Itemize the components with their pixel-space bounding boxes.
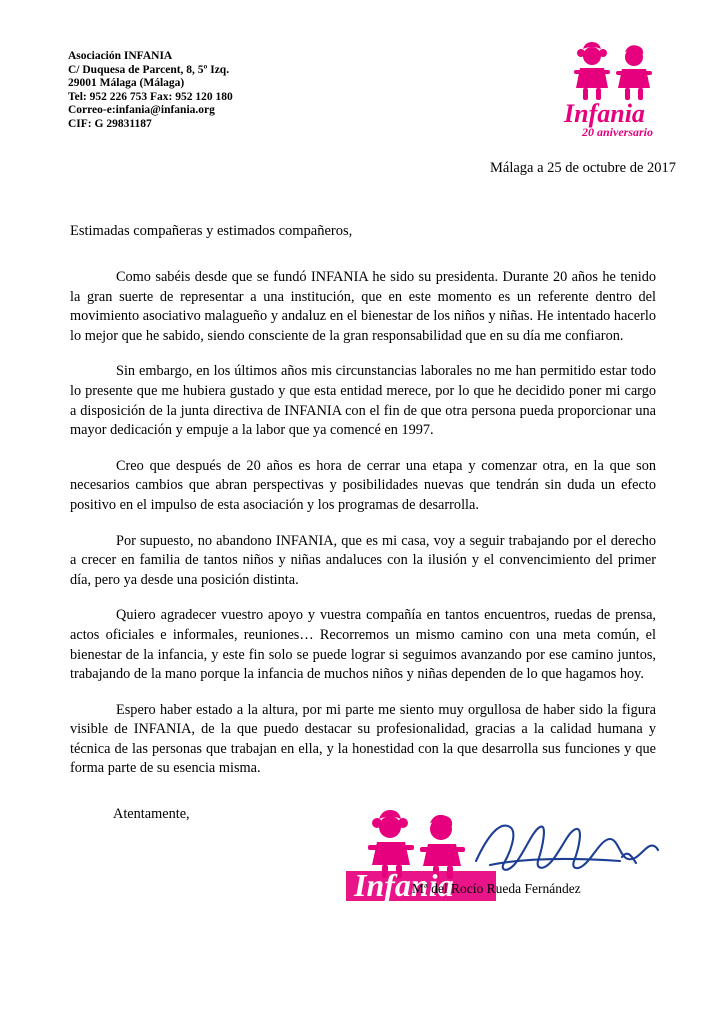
logo-tagline: 20 aniversario (582, 125, 654, 139)
body-paragraph: Como sabéis desde que se fundó INFANIA he sido su presidenta. Durante 20 años he tenido la gran suerte de representar a una institución, que en este momento es un referente dentro del movimiento asociativo malagueño y andaluz en el bienestar de los niños y niñas. He intentado hacerlo lo mejor que he sabido, siendo consciente de la gran responsabilidad que en su día me confiaron. (70, 269, 656, 344)
body-paragraph: Quiero agradecer vuestro apoyo y vuestra compañía en tantos encuentros, ruedas de prensa, actos oficiales e informales, reuniones… Recorremos un mismo camino con una meta común, el bienestar de la infancia, y este fin solo se puede lograr si seguimos avanzando por ese camino juntos, trabajando de la mano porque la infancia de muchos niños y niñas dependen de lo que hagamos hoy. (70, 607, 656, 683)
letterhead-block (68, 50, 233, 132)
closing-line: Atentamente, (113, 806, 190, 822)
body-paragraph: Sin embargo, en los últimos años mis circunstancias laborales no me han permitido estar todo lo presente que me hubiera gustado y que esta entidad merece, por lo que he decidido poner mi cargo a disposición de la junta directiva de INFANIA con el fin de que otra persona pueda proporcionar una mayor dedicación y empuje a la labor que ya comencé en 1997. (70, 363, 656, 439)
letter-body (70, 268, 656, 779)
letterhead-line-city: 29001 Málaga (Málaga) (68, 77, 185, 90)
letterhead-line-street: C/ Duquesa de Parcent, 8, 5º Izq. (68, 63, 230, 76)
dateline: Málaga a 25 de octubre de 2017 (489, 160, 676, 176)
signature-block (340, 805, 670, 915)
body-paragraph: Creo que después de 20 años es hora de cerrar una etapa y comenzar otra, en la que son necesarios cambios que abran perspectivas y posibilidades nuevas que tendrán sin duda un efecto positivo en el impulso de esta asociación y los programas de desarrolla. (70, 457, 656, 513)
salutation: Estimadas compañeras y estimados compañeros, (70, 223, 353, 239)
signatory-name: Mª del Rocío Rueda Fernández (412, 881, 581, 896)
logo-wordmark: Infania (564, 99, 645, 128)
body-paragraph: Espero haber estado a la altura, por mi parte me siento muy orgullosa de haber sido la figura visible de INFANIA, de la que puedo destacar su profesionalidad, gracias a la calidad humana y técnica de las personas que trabajan en ella, y la honestidad con la que desarrolla sus funciones y que forma parte de su esencia misma. (70, 701, 656, 777)
letterhead-line-org: Asociación INFANIA (68, 50, 173, 62)
letterhead-line-email: Correo-e:infania@infania.org (68, 104, 215, 117)
infania-logo (556, 40, 676, 142)
handwritten-signature (470, 813, 660, 883)
body-paragraph: Por supuesto, no abandono INFANIA, que es mi casa, voy a seguir trabajando por el derecho a crecer en familia de tantos niños y niñas andaluces con la ilusión y el convencimiento del primer día, pero ya desde una posición distinta. (70, 532, 656, 588)
stamp-wordmark: Infania (354, 867, 454, 903)
letterhead-line-phone: Tel: 952 226 753 Fax: 952 120 180 (68, 90, 233, 103)
letterhead-line-cif: CIF: G 29831187 (68, 117, 152, 130)
